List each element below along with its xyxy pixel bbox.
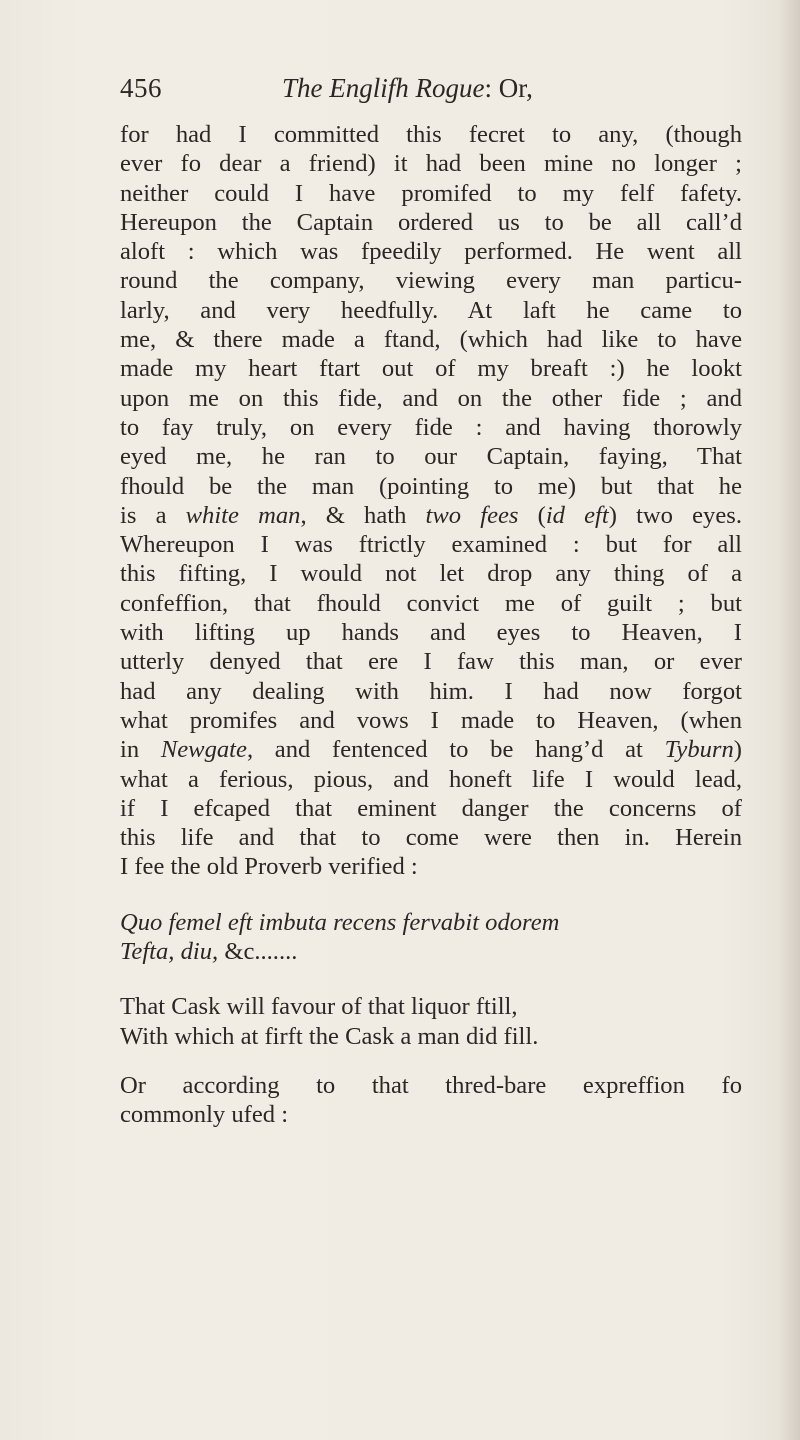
text-line (120, 735, 742, 764)
text-line: aloft : which was fpeedily performed. He went all (120, 238, 742, 266)
page-header (120, 68, 740, 108)
text-line: Hereupon the Captain ordered us to be all call’d (120, 208, 742, 236)
text-line: eyed me, he ran to our Captain, faying, That (120, 443, 742, 471)
latin-quote-line: Quo femel eft imbuta recens fervabit odorem (120, 908, 560, 936)
text-line: utterly denyed that ere I faw this man, or ever (120, 648, 742, 676)
italic-place-name: Tyburn (664, 736, 734, 764)
text-line: larly, and very heedfully. At laft he came to (120, 296, 742, 324)
text-segment: ) (733, 736, 742, 764)
text-line: had any dealing with him. I had now forgot (120, 677, 742, 705)
text-line: me, & there made a ftand, (which had like to have (120, 326, 742, 354)
text-line: commonly ufed : (120, 1101, 289, 1129)
text-line: ever fo dear a friend) it had been mine no longer ; (120, 150, 742, 178)
text-line: what a ferious, pious, and honeft life I would lead, (120, 765, 742, 793)
italic-place-name: Newgate (160, 736, 247, 764)
text-line: Or according to that thred-bare expreffion fo (120, 1071, 742, 1099)
text-line (120, 501, 742, 530)
text-segment: , and fentenced to be hang’d at (246, 736, 665, 764)
latin-quote-line (120, 937, 742, 966)
verse-line: With which at firft the Cask a man did fill. (120, 1022, 539, 1050)
latin-italic-segment: Tefta, diu, (120, 938, 219, 966)
text-line: fhould be the man (pointing to me) but that he (120, 472, 742, 500)
running-head (282, 68, 533, 108)
text-segment: ( (518, 501, 546, 529)
latin-etc-segment: &c....... (218, 938, 298, 966)
text-line: I fee the old Proverb verified : (120, 853, 418, 881)
italic-phrase: id eft (545, 501, 609, 529)
text-line: with lifting up hands and eyes to Heaven, I (120, 619, 742, 647)
page-number: 456 (120, 73, 162, 103)
italic-phrase: two fees (425, 501, 519, 529)
text-segment: ) two eyes. (608, 501, 742, 529)
text-segment: in (120, 736, 161, 764)
running-head-title: The Englifh Rogue (282, 73, 485, 103)
text-segment: is a (120, 501, 186, 529)
text-line: round the company, viewing every man particu- (120, 267, 742, 295)
page-edge-shadow (778, 0, 800, 1440)
text-segment: , & hath (300, 501, 426, 529)
text-line: this life and that to come were then in. Herein (120, 824, 742, 852)
text-line: if I efcaped that eminent danger the concerns of (120, 794, 742, 822)
body-text (120, 120, 742, 1130)
text-line: made my heart ftart out of my breaft :) he lookt (120, 355, 742, 383)
running-head-suffix: : Or, (484, 73, 533, 103)
verse-line: That Cask will favour of that liquor ftill, (120, 993, 518, 1021)
text-line: Whereupon I was ftrictly examined : but for all (120, 531, 742, 559)
text-line: to fay truly, on every fide : and having thorowly (120, 413, 742, 441)
text-line: confeffion, that fhould convict me of guilt ; but (120, 589, 742, 617)
text-line: upon me on this fide, and on the other fide ; and (120, 384, 742, 412)
text-line: this fifting, I would not let drop any thing of a (120, 560, 742, 588)
text-line: neither could I have promifed to my felf fafety. (120, 179, 742, 207)
text-line: for had I committed this fecret to any, (though (120, 121, 742, 148)
italic-phrase: white man (185, 501, 301, 529)
text-line: what promifes and vows I made to Heaven, (when (120, 706, 742, 734)
